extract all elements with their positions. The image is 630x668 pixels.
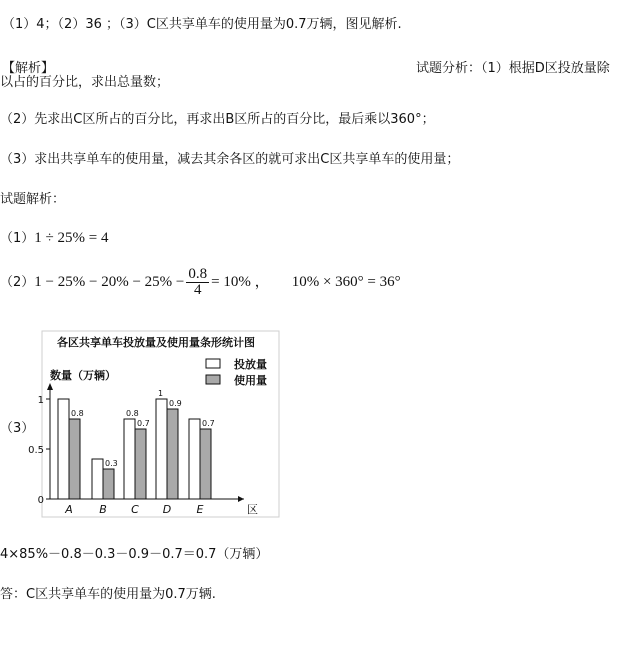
step-2-expression-b: = 10% ， xyxy=(211,274,270,290)
solution-label: 试题解析： xyxy=(0,192,66,207)
bar-usage-C xyxy=(135,429,146,499)
chart-title: 各区共享单车投放量及使用量条形统计图 xyxy=(57,336,255,349)
final-answer: 答：C区共享单车的使用量为0.7万辆. xyxy=(0,587,216,602)
bar-deployed-A xyxy=(58,399,69,499)
bar-usage-A xyxy=(69,419,80,499)
y-axis-arrow xyxy=(47,383,53,390)
bar-usage-label-D: 0.9 xyxy=(169,399,182,408)
step-2-expression-c: 10% × 360° = 36° xyxy=(291,274,401,290)
fraction-numerator: 0.8 xyxy=(188,266,208,282)
bar-deployed-label-C: 0.8 xyxy=(126,409,139,418)
x-axis-arrow xyxy=(238,496,244,502)
x-tick-label-B: B xyxy=(99,503,107,516)
step-1-prefix: （1） xyxy=(0,231,35,246)
bar-usage-label-E: 0.7 xyxy=(202,419,215,428)
y-tick-label: 1 xyxy=(37,395,44,406)
y-tick-label: 0 xyxy=(37,495,44,506)
bar-usage-B xyxy=(103,469,114,499)
step-3-label: （3） xyxy=(0,421,35,436)
bar-usage-E xyxy=(200,429,211,499)
x-tick-label-A: A xyxy=(65,503,73,516)
bar-usage-label-A: 0.8 xyxy=(71,409,84,418)
x-tick-label-D: D xyxy=(162,503,172,516)
legend-label-1: 使用量 xyxy=(234,374,267,387)
y-tick-label: 0.5 xyxy=(28,445,44,456)
bar-usage-label-C: 0.7 xyxy=(137,419,150,428)
analysis-step-2: （2）先求出C区所占的百分比，再求出B区所占的百分比，最后乘以360°； xyxy=(0,112,435,127)
x-tick-label-C: C xyxy=(131,503,139,516)
step-2-expression-a: 1 − 25% − 20% − 25% − xyxy=(34,274,185,290)
analysis-step-1: 以占的百分比，求出总量数； xyxy=(0,75,170,90)
legend-swatch-1 xyxy=(206,375,220,384)
analysis-heading: 试题分析：（1）根据D区投放量除 xyxy=(416,61,610,76)
legend-label-0: 投放量 xyxy=(234,358,267,371)
answer-summary: （1）4；（2）36 ；（3）C区共享单车的使用量为0.7万辆，图见解析. xyxy=(2,17,402,32)
bar-deployed-E xyxy=(189,419,200,499)
bar-deployed-label-D: 1 xyxy=(158,389,164,398)
step-1-expression: 1 ÷ 25% = 4 xyxy=(34,230,109,246)
bar-deployed-D xyxy=(156,399,167,499)
bar-usage-D xyxy=(167,409,178,499)
y-axis-label: 数量（万辆） xyxy=(50,369,116,382)
x-tick-label-E: E xyxy=(196,503,204,516)
calc-line: 4×85%－0.8－0.3－0.9－0.7＝0.7（万辆） xyxy=(0,547,269,562)
step-2-prefix: （2） xyxy=(0,275,35,290)
bar-usage-label-B: 0.3 xyxy=(105,459,118,468)
legend-swatch-0 xyxy=(206,359,220,368)
fraction-denominator: 4 xyxy=(193,282,202,298)
bar-deployed-C xyxy=(124,419,135,499)
analysis-label: 【解析】 xyxy=(2,61,55,76)
analysis-step-3: （3）求出共享单车的使用量，减去其余各区的就可求出C区共享单车的使用量； xyxy=(0,152,460,167)
bar-deployed-B xyxy=(92,459,103,499)
x-axis-label: 区 xyxy=(247,503,258,516)
